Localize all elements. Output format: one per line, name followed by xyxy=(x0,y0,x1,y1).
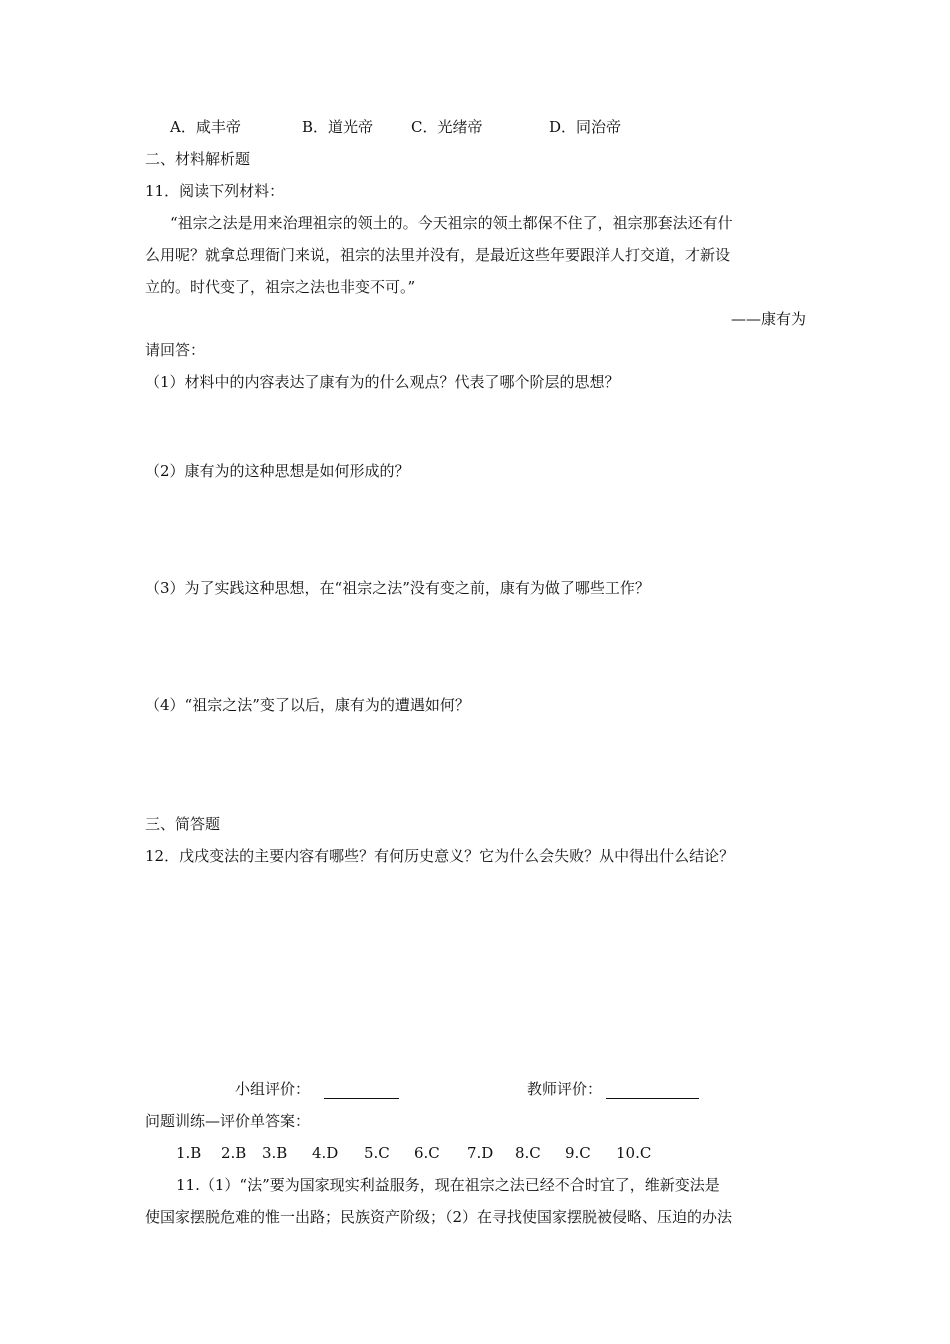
question-12: 12．戊戌变法的主要内容有哪些？有何历史意义？它为什么会失败？从中得出什么结论？ xyxy=(145,847,735,865)
quote-line: 立的。时代变了，祖宗之法也非变不可。” xyxy=(145,278,416,296)
mc-answer: 3.B xyxy=(262,1144,288,1162)
mc-answer: 10.C xyxy=(616,1144,652,1162)
section2-heading: 二、材料解析题 xyxy=(145,150,251,168)
mc-answer: 6.C xyxy=(414,1144,440,1162)
sub-question-4: （4）“祖宗之法”变了以后，康有为的遭遇如何？ xyxy=(145,696,470,714)
mc-answer: 8.C xyxy=(515,1144,541,1162)
quote-attribution: ——康有为 xyxy=(730,310,806,328)
sub-question-3: （3）为了实践这种思想，在“祖宗之法”没有变之前，康有为做了哪些工作？ xyxy=(145,579,650,597)
quote-line: “祖宗之法是用来治理祖宗的领土的。今天祖宗的领土都保不住了，祖宗那套法还有什 xyxy=(170,214,733,232)
answer-11-line: 使国家摆脱危难的惟一出路；民族资产阶级；（2）在寻找使国家摆脱被侵略、压迫的办法 xyxy=(145,1208,733,1226)
group-evaluation-label: 小组评价： xyxy=(235,1080,311,1098)
sub-question-2: （2）康有为的这种思想是如何形成的？ xyxy=(145,462,410,480)
sub-question-1: （1）材料中的内容表达了康有为的什么观点？代表了哪个阶层的思想？ xyxy=(145,373,620,391)
option-b: B．道光帝 xyxy=(302,118,374,136)
option-a: A．咸丰帝 xyxy=(170,118,241,136)
answer-11-line: 11.（1）“法”要为国家现实利益服务，现在祖宗之法已经不合时宜了，维新变法是 xyxy=(176,1176,720,1194)
section3-heading: 三、简答题 xyxy=(145,815,221,833)
option-c: C．光绪帝 xyxy=(411,118,483,136)
mc-answer: 1.B xyxy=(176,1144,202,1162)
group-evaluation-blank[interactable] xyxy=(324,1082,399,1099)
teacher-evaluation-blank[interactable] xyxy=(606,1082,699,1099)
mc-answer: 9.C xyxy=(565,1144,591,1162)
option-d: D．同治帝 xyxy=(549,118,622,136)
teacher-evaluation xyxy=(527,1079,699,1099)
question-11-intro: 11．阅读下列材料： xyxy=(145,182,285,200)
mc-answer: 2.B xyxy=(221,1144,247,1162)
mc-answer: 7.D xyxy=(467,1144,494,1162)
group-evaluation xyxy=(235,1079,399,1099)
teacher-evaluation-label: 教师评价： xyxy=(527,1080,603,1098)
mc-answer: 5.C xyxy=(364,1144,390,1162)
answer-prompt: 请回答： xyxy=(145,341,206,359)
mc-answer: 4.D xyxy=(312,1144,339,1162)
answers-title: 问题训练—评价单答案： xyxy=(145,1112,311,1130)
quote-line: 么用呢？就拿总理衙门来说，祖宗的法里并没有，是最近这些年要跟洋人打交道，才新设 xyxy=(145,246,731,264)
